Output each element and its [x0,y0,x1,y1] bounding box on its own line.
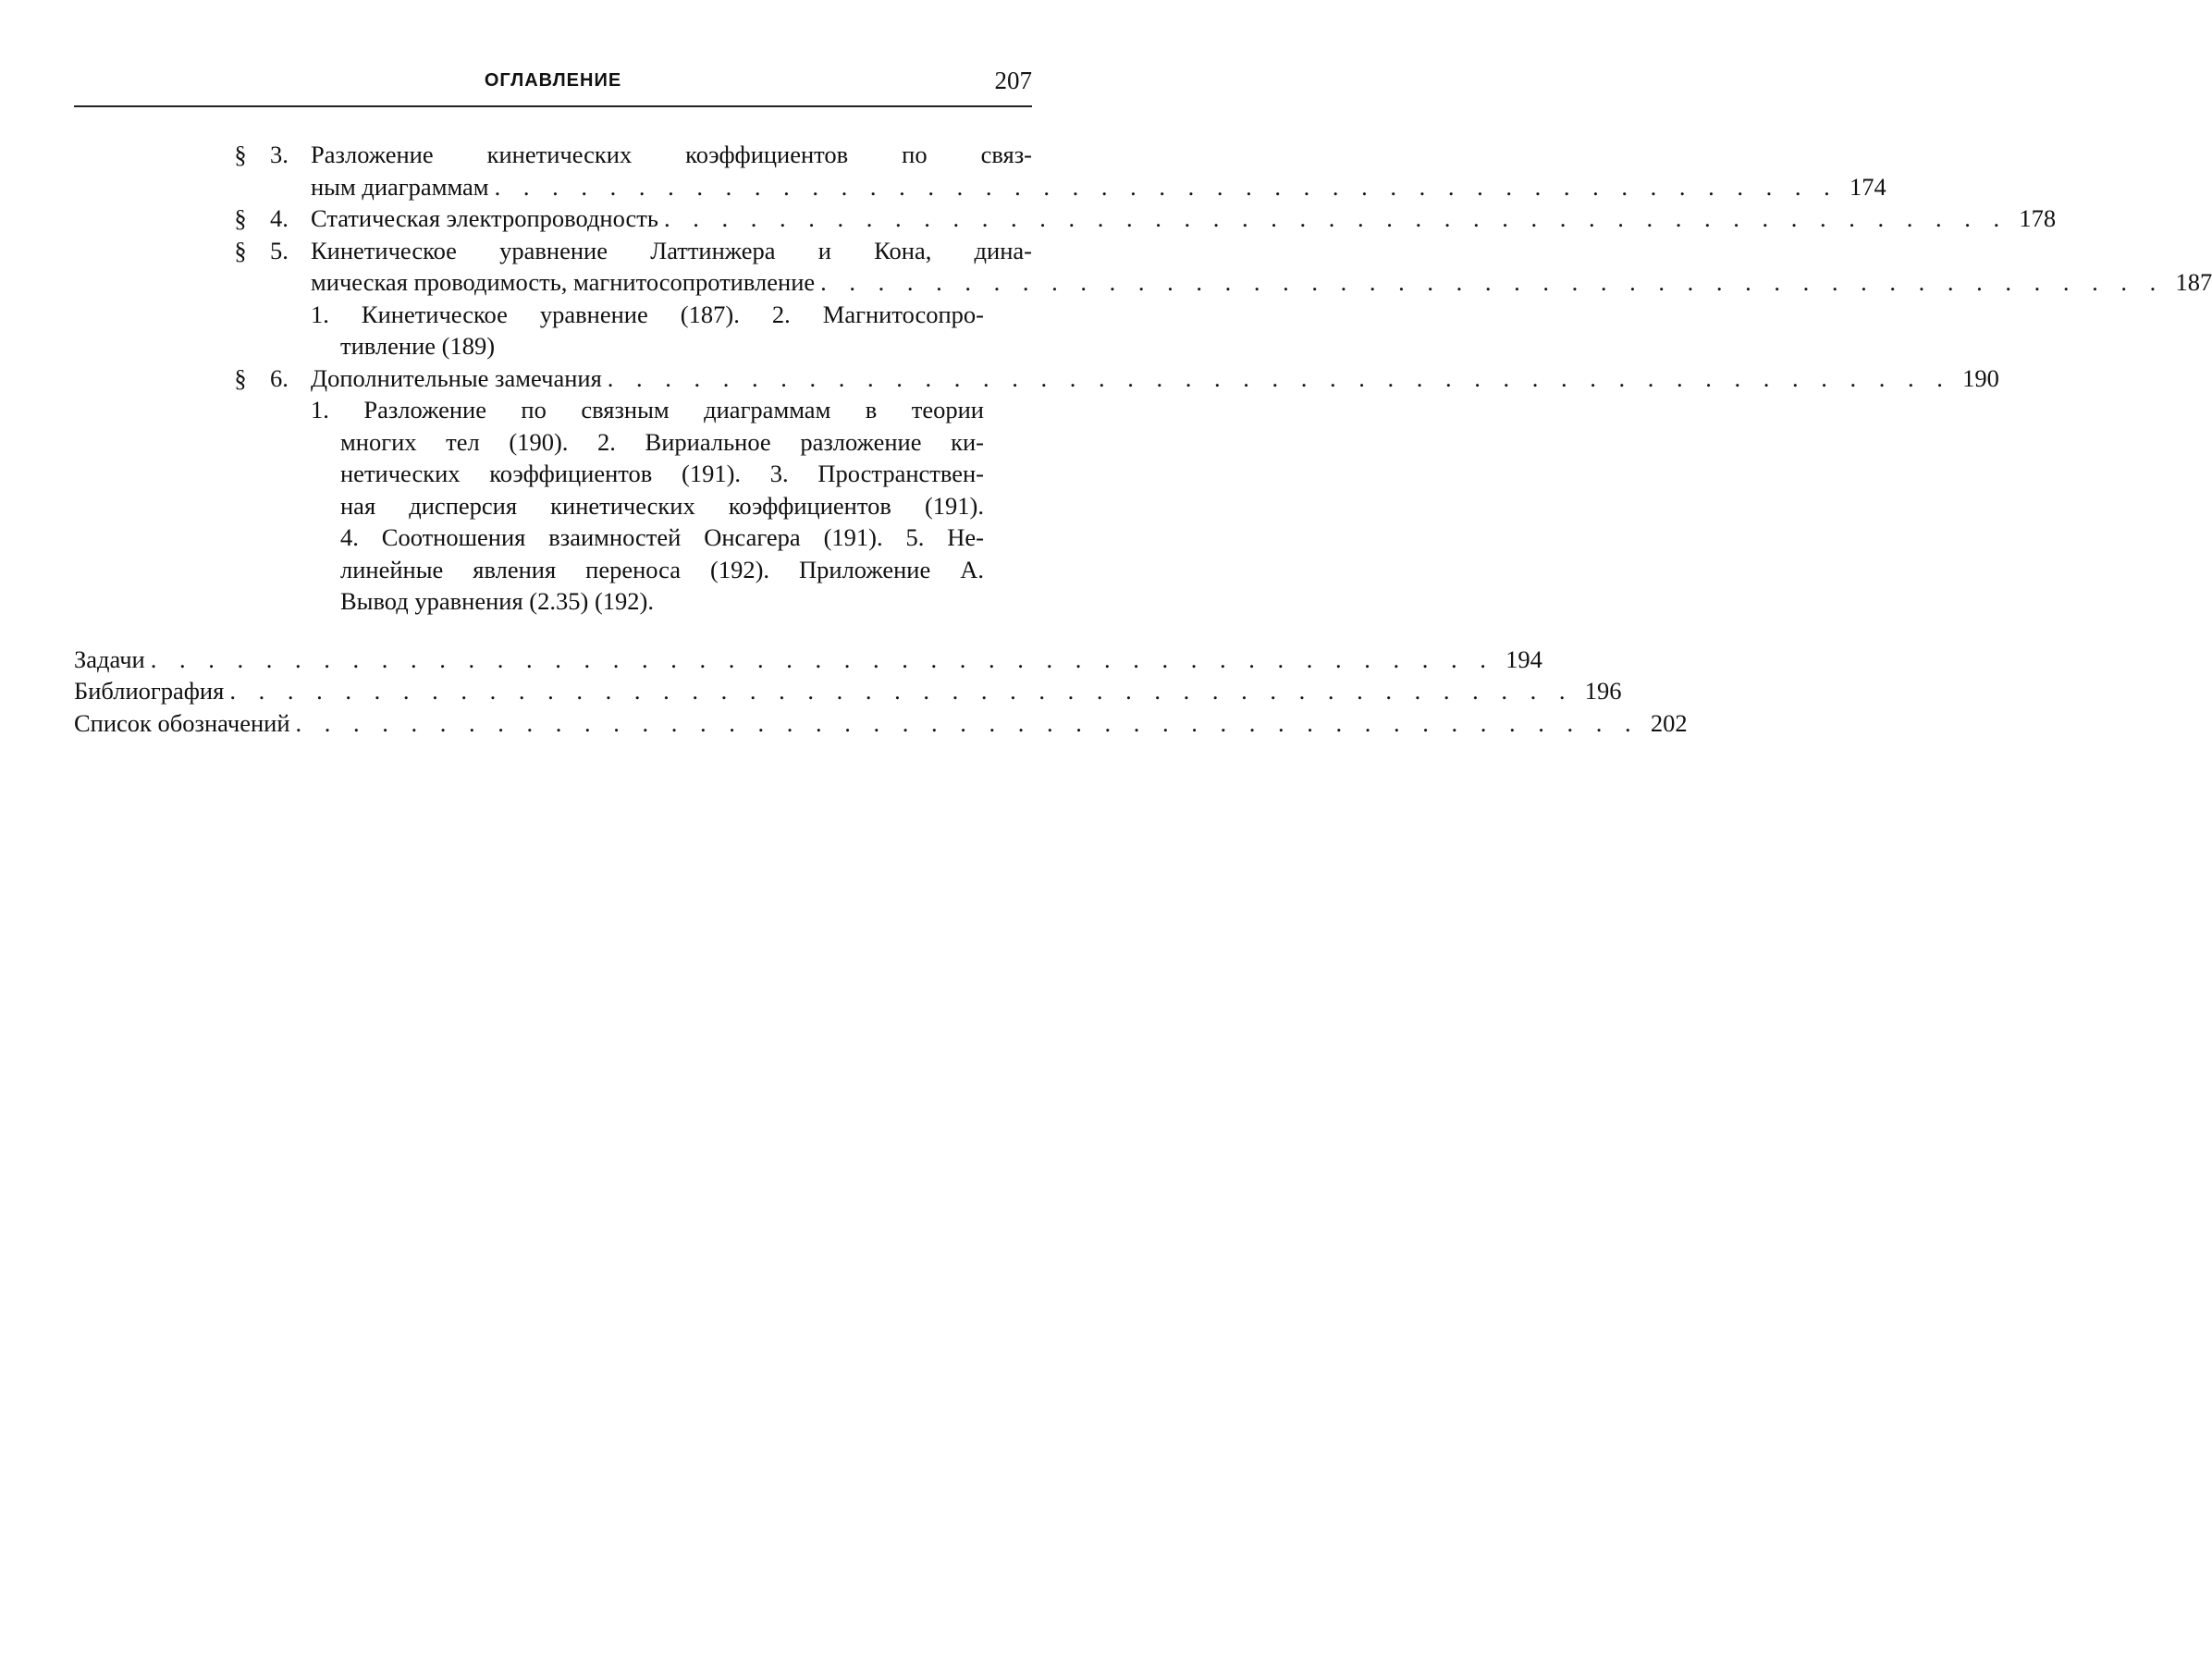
entry-title: Библиография [74,677,225,705]
dot-leader: . . . . . . . . . . . . . . . . . . . . . . . . . . . . . . . . . . . . . . . . . . . . . . . [150,644,1494,673]
header-title: ОГЛАВЛЕНИЕ [484,70,622,91]
section-title-line: Дополнительные замечания [311,363,602,392]
toc-section-5[interactable] [74,235,2212,362]
subsection-line: ная дисперсия кинетических коэффициентов (191). [340,491,984,520]
subsection-line: 4. Соотношения взаимностей Онсагера (191). 5. Не- [340,523,984,551]
spacer [74,618,1032,644]
section-sign: § [234,236,247,264]
section-title-line: Статическая электропроводность [311,204,658,232]
running-header [74,65,1032,102]
subsection-list [311,394,984,618]
page-reference: 178 [2019,204,2057,232]
subsection-line: 1. Разложение по связным диаграммам в теории [311,396,984,423]
page-reference: 174 [1849,172,1886,201]
section-number: 4. [270,204,289,232]
toc-section-4[interactable] [74,203,2057,235]
dot-leader: . . . . . . . . . . . . . . . . . . . . . . . . . . . . . . . . . . . . . . . . . . . . . . . [663,204,2009,232]
header-page-number: 207 [994,67,1032,94]
subsection-line: 1. Кинетическое уравнение (187). 2. Магнитосопро- [311,300,984,328]
section-sign: § [234,363,247,392]
section-number: 5. [270,236,289,264]
dot-leader: . . . . . . . . . . . . . . . . . . . . . . . . . . . . . . . . . . . . . . . . . . . . . . . [295,708,1640,737]
table-of-contents [74,139,2212,739]
toc-section-6[interactable] [74,362,1999,618]
subsection-line: многих тел (190). 2. Вириальное разложение ки- [340,427,984,456]
section-sign: § [234,204,247,232]
page-reference: 187 [2175,268,2212,296]
dot-leader: . . . . . . . . . . . . . . . . . . . . . . . . . . . . . . . . . . . . . . . . . . . . . . . [229,677,1574,705]
section-number: 3. [270,141,289,168]
section-sign: § [234,141,247,168]
toc-entry-problems[interactable] [74,644,1542,676]
subsection-line: линейные явления переноса (192). Приложение А. [340,555,984,583]
dot-leader: . . . . . . . . . . . . . . . . . . . . . . . . . . . . . . . . . . . . . . . . . . . . . . . [820,268,2165,296]
section-title-line: ным диаграммам [311,172,489,201]
subsection-line: Вывод уравнения (2.35) (192). [340,587,654,615]
subsection-line: тивление (189) [340,332,496,360]
section-number: 6. [270,363,289,392]
header-rule [74,105,1032,107]
subsection-list [311,299,984,362]
section-title-line: Кинетическое уравнение Латтинжера и Кона, дина- [311,236,1032,264]
toc-section-3[interactable] [74,139,1886,203]
section-title-line: мическая проводимость, магнитосопротивление [311,268,816,296]
page-reference: 202 [1650,708,1688,737]
page-reference: 194 [1505,644,1542,673]
entry-title: Список обозначений [74,708,290,737]
subsection-line: нетических коэффициентов (191). 3. Пространствен- [340,460,984,487]
page-reference: 190 [1962,363,1999,392]
toc-entry-notation[interactable] [74,707,1688,740]
entry-title: Задачи [74,644,145,673]
dot-leader: . . . . . . . . . . . . . . . . . . . . . . . . . . . . . . . . . . . . . . . . . . . . . . . [494,172,1838,201]
toc-entry-bibliography[interactable] [74,675,1622,707]
page-reference: 196 [1584,677,1622,705]
dot-leader: . . . . . . . . . . . . . . . . . . . . . . . . . . . . . . . . . . . . . . . . . . . . . . . [607,363,1951,392]
section-title-line: Разложение кинетических коэффициентов по связ- [311,141,1032,168]
